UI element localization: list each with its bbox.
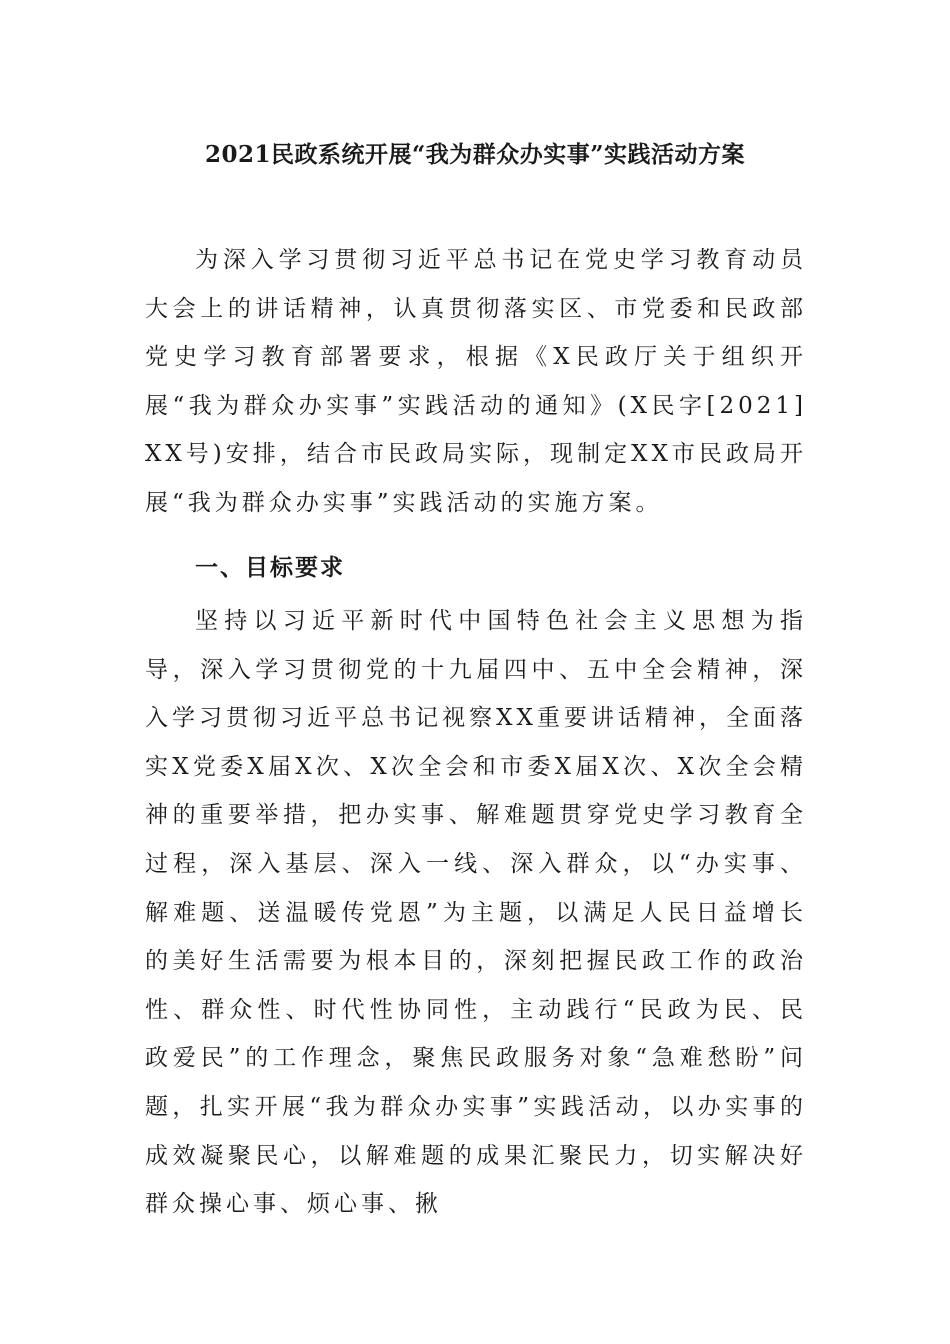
intro-paragraph: 为深入学习贯彻习近平总书记在党史学习教育动员大会上的讲话精神，认真贯彻落实区、市党委和民政部党史学习教育部署要求，根据《X民政厅关于组织开展“我为群众办实事”实践活动的通知》(X民字[2021]XX号)安排，结合市民政局实际，现制定XX市民政局开展“我为群众办实事”实践活动的实施方案。 xyxy=(145,247,807,516)
section-paragraph-goals: 坚持以习近平新时代中国特色社会主义思想为指导，深入学习贯彻党的十九届四中、五中全会精神，深入学习贯彻习近平总书记视察XX重要讲话精神，全面落实X党委X届X次、X次全会和市委X届X次、X次全会精神的重要举措，把办实事、解难题贯穿党史学习教育全过程，深入基层、深入一线、深入群众，以“办实事、解难题、送温暖传党恩”为主题，以满足人民日益增长的美好生活需要为根本目的，深刻把握民政工作的政治性、群众性、时代性协同性，主动践行“民政为民、民政爱民”的工作理念，聚焦民政服务对象“急难愁盼”问题，扎实开展“我为群众办实事”实践活动，以办实事的成效凝聚民心，以解难题的成果汇聚民力，切实解决好群众操心事、烦心事、揪 xyxy=(145,608,807,1218)
section-heading-goals: 一、目标要求 xyxy=(195,554,345,581)
document-title: 2021民政系统开展“我为群众办实事”实践活动方案 xyxy=(205,141,745,168)
